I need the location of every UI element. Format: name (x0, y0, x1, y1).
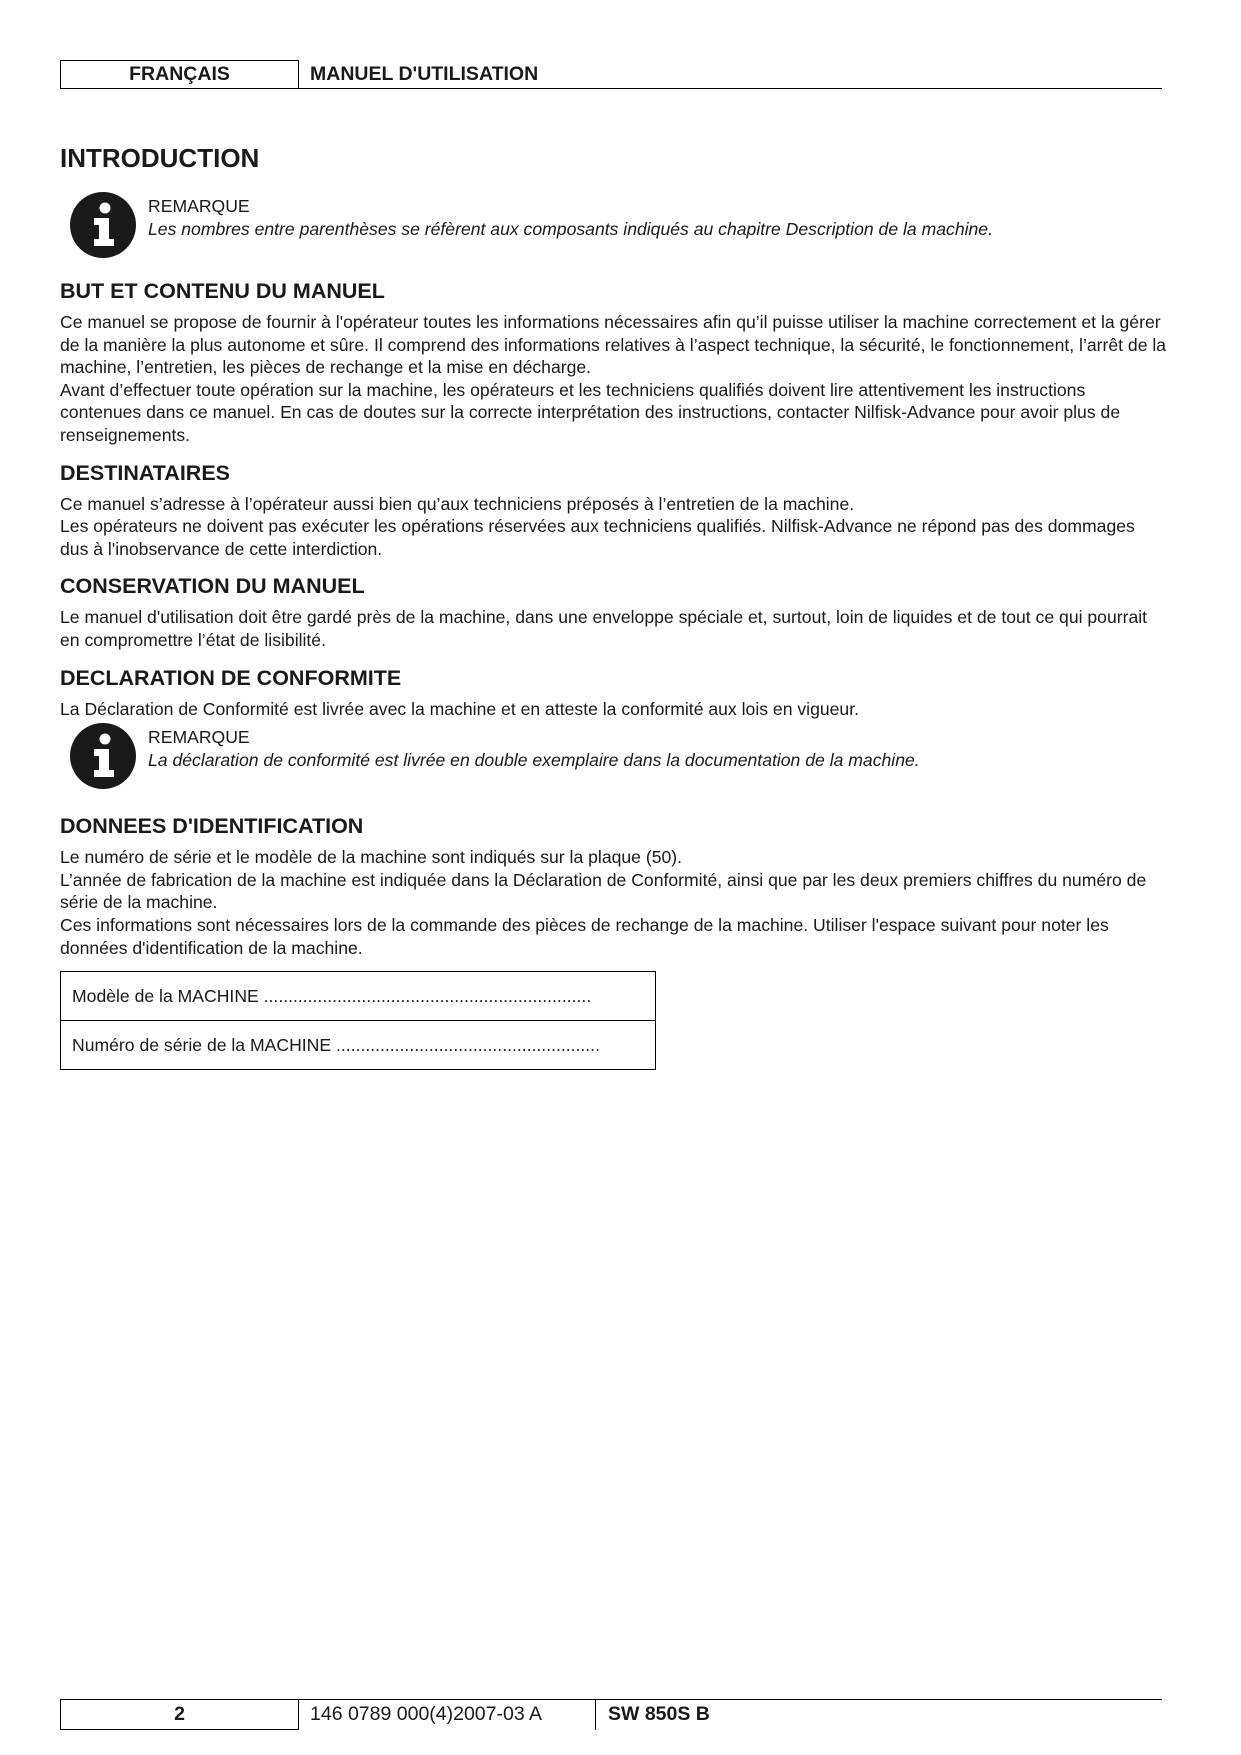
footer-separator (595, 1699, 596, 1730)
paragraph: Les opérateurs ne doivent pas exécuter les opérations réservées aux techniciens qualifiés. Nilfisk-Advance ne répond pas des dommages dus à l'inobservance de cette interdiction. (60, 516, 1135, 559)
page-number: 2 (60, 1699, 299, 1730)
section-heading-conservation: CONSERVATION DU MANUEL (60, 574, 365, 599)
note-box (60, 726, 1168, 796)
page-footer (60, 1699, 1162, 1731)
note-label: REMARQUE (148, 196, 250, 216)
page-title: INTRODUCTION (60, 143, 260, 173)
paragraph: Ce manuel s’adresse à l’opérateur aussi bien qu’aux techniciens préposés à l’entretien de la machine. (60, 493, 855, 514)
paragraph: Le manuel d'utilisation doit être gardé près de la machine, dans une enveloppe spéciale et, surtout, loin de liquides et de tout ce qui pourrait en compromettre l’état de lisibilité. (60, 607, 1148, 650)
paragraph: Le numéro de série et le modèle de la machine sont indiqués sur la plaque (50). (60, 847, 683, 868)
paragraph: Ce manuel se propose de fournir à l'opérateur toutes les informations nécessaires afin qu’il puisse utiliser la machine correctement et la gérer de la manière la plus autonome et sûre. Il comprend des informations relatives à l’aspect technique, la sécurité, le fonctionnement, l’arrêt de la machine, l’entretien, les pièces de rechange et la mise en décharge. (60, 312, 1167, 378)
section-heading-declaration: DECLARATION DE CONFORMITE (60, 665, 402, 690)
machine-serial-field: Numéro de série de la MACHINE ...................................................... (61, 1021, 656, 1070)
section-heading-identification: DONNEES D'IDENTIFICATION (60, 814, 364, 839)
paragraph: La Déclaration de Conformité est livrée avec la machine et en atteste la conformité aux lois en vigueur. (60, 698, 859, 719)
paragraph: Ces informations sont nécessaires lors de la commande des pièces de rechange de la machine. Utiliser l'espace suivant pour noter les données d'identification de la machine. (60, 914, 1109, 958)
machine-model: SW 850S B (608, 1703, 710, 1725)
info-icon (70, 192, 136, 258)
paragraph: L’année de fabrication de la machine est indiquée dans la Déclaration de Conformité, ainsi que par les deux premiers chiffres du numéro de série de la machine. (60, 869, 1147, 913)
info-icon (70, 723, 136, 789)
section-heading-destinataires: DESTINATAIRES (60, 460, 231, 485)
note-text: La déclaration de conformité est livrée en double exemplaire dans la documentation de la machine. (148, 750, 920, 771)
note-text: Les nombres entre parenthèses se réfèrent aux composants indiqués au chapitre Description de la machine. (148, 219, 993, 239)
machine-model-field: Modèle de la MACHINE ................................................................... (61, 972, 656, 1021)
identification-table (60, 971, 656, 1070)
note-label: REMARQUE (148, 727, 250, 748)
language-label: FRANÇAIS (60, 60, 299, 89)
paragraph: Avant d’effectuer toute opération sur la machine, les opérateurs et les techniciens qualifiés doivent lire attentivement les instructions contenues dans ce manuel. En cas de doutes sur la correcte interprétation des instructions, contacter Nilfisk-Advance pour avoir plus de renseignements. (60, 379, 1121, 445)
section-heading-but: BUT ET CONTENU DU MANUEL (60, 279, 385, 303)
page-header (60, 60, 1162, 89)
header-rule (299, 88, 1162, 89)
note-box (60, 195, 1168, 265)
footer-rule (299, 1699, 1162, 1700)
document-number: 146 0789 000(4)2007-03 A (310, 1703, 543, 1725)
manual-title: MANUEL D'UTILISATION (310, 63, 539, 85)
main-content (60, 195, 1168, 1070)
